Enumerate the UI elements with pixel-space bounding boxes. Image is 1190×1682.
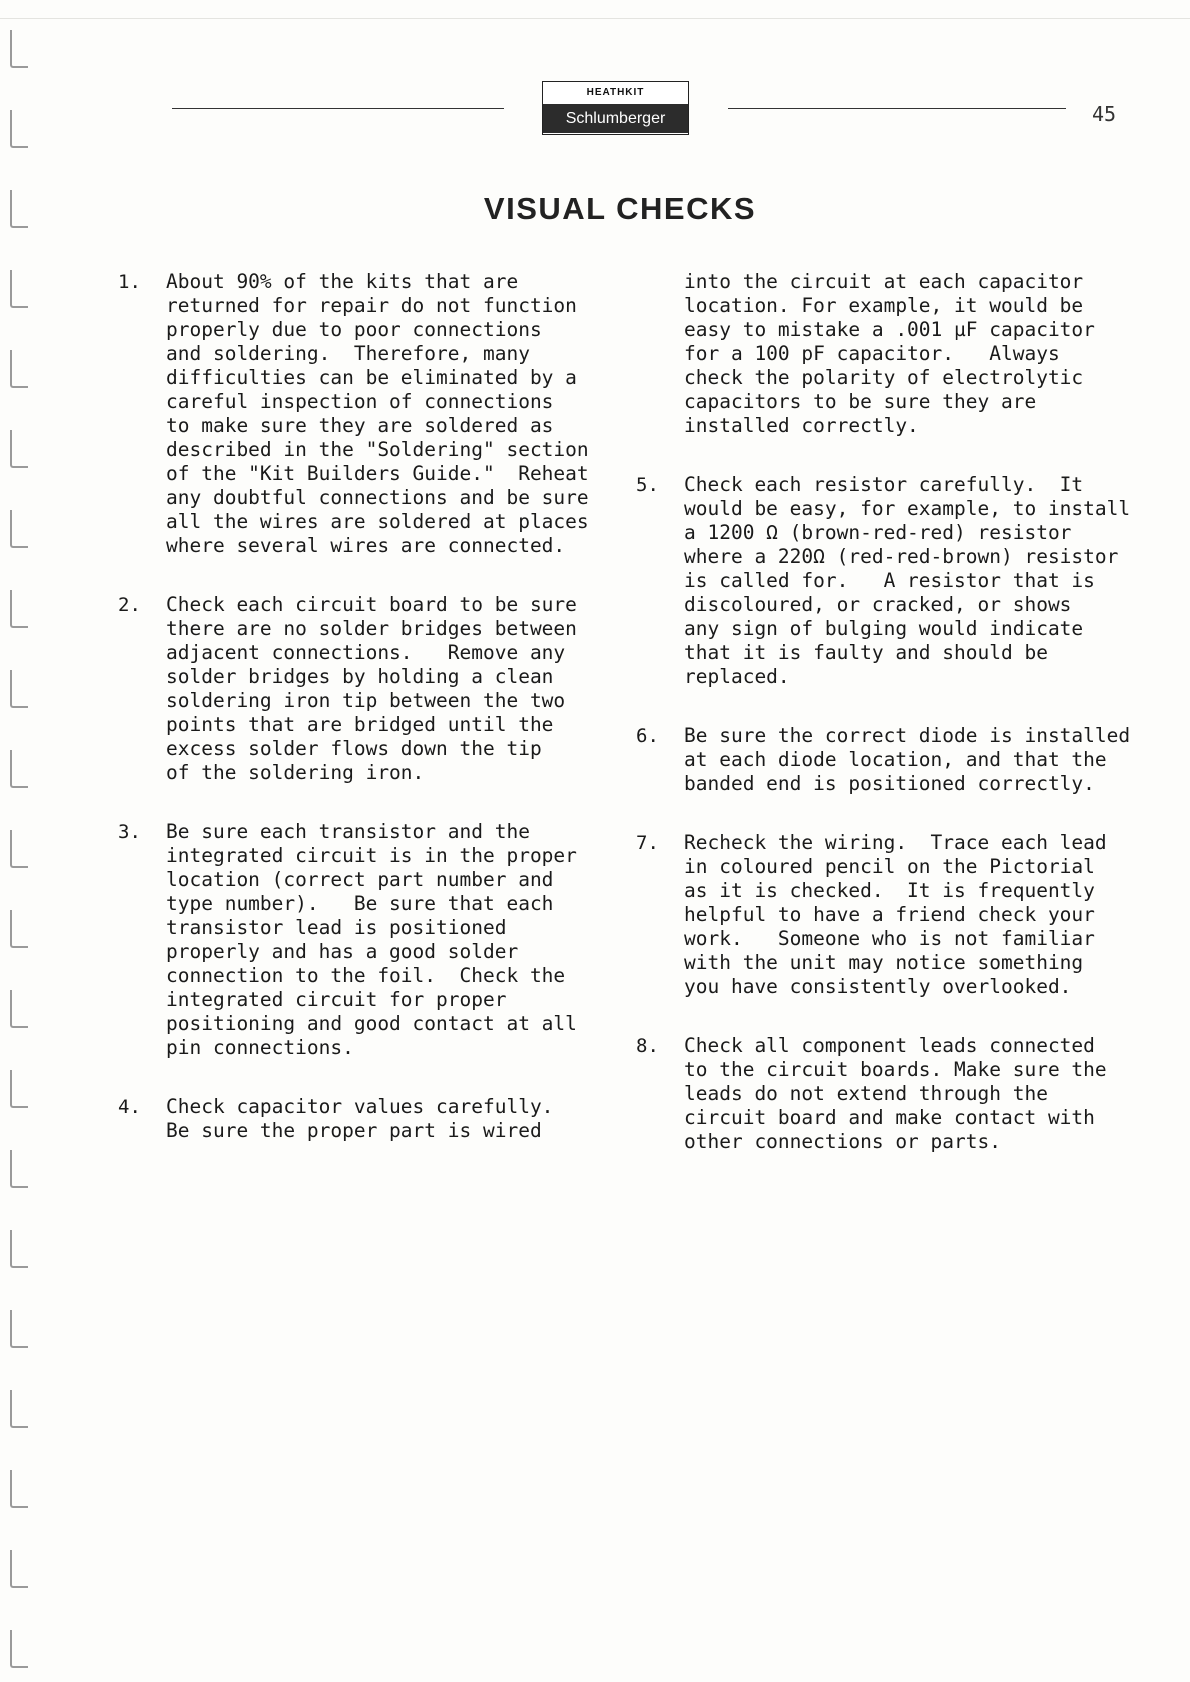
text-line: Be sure each transistor and the <box>166 820 530 843</box>
text-line: in coloured pencil on the Pictorial <box>684 855 1095 878</box>
binding-hole <box>10 590 28 628</box>
text-line: at each diode location, and that the <box>684 748 1107 771</box>
item-number: 3. <box>118 821 141 843</box>
checklist-item-4 <box>118 1095 638 1143</box>
text-line: Be sure the correct diode is installed <box>684 724 1131 747</box>
checklist-item-1 <box>118 270 638 558</box>
item-number: 6. <box>636 725 659 747</box>
binding-hole <box>10 990 28 1028</box>
item-text <box>166 270 638 558</box>
binding-hole <box>10 910 28 948</box>
binding-hole <box>10 1390 28 1428</box>
item-number: 5. <box>636 474 659 496</box>
text-line: banded end is positioned correctly. <box>684 772 1095 795</box>
binding-hole <box>10 750 28 788</box>
binding-hole <box>10 1630 28 1668</box>
text-line: transistor lead is positioned <box>166 916 507 939</box>
text-line: solder bridges by holding a clean <box>166 665 554 688</box>
logo-schlumberger-text: Schlumberger <box>543 104 688 133</box>
binding-hole <box>10 510 28 548</box>
text-line: About 90% of the kits that are <box>166 270 519 293</box>
text-line: where a 220Ω (red-red-brown) resistor <box>684 545 1119 568</box>
text-line: difficulties can be eliminated by a <box>166 366 577 389</box>
text-line: with the unit may notice something <box>684 951 1084 974</box>
text-line: check the polarity of electrolytic <box>684 366 1084 389</box>
text-line: connection to the foil. Check the <box>166 964 566 987</box>
checklist-item-2 <box>118 593 638 785</box>
item-text <box>684 724 1156 796</box>
binding-hole <box>10 830 28 868</box>
text-line: any doubtful connections and be sure <box>166 486 589 509</box>
binding-hole <box>10 1150 28 1188</box>
binding-holes <box>4 30 34 1680</box>
item-text <box>684 1034 1156 1154</box>
binding-hole <box>10 430 28 468</box>
item-number: 7. <box>636 832 659 854</box>
header-rule-right <box>728 108 1066 109</box>
text-line: any sign of bulging would indicate <box>684 617 1084 640</box>
text-line: would be easy, for example, to install <box>684 497 1131 520</box>
checklist-item-7 <box>636 831 1156 999</box>
text-line: for a 100 pF capacitor. Always <box>684 342 1060 365</box>
text-line: into the circuit at each capacitor <box>684 270 1084 293</box>
text-line: that it is faulty and should be <box>684 641 1048 664</box>
text-line: of the soldering iron. <box>166 761 425 784</box>
text-line: Check capacitor values carefully. <box>166 1095 554 1118</box>
header-rule-left <box>172 108 504 109</box>
heathkit-schlumberger-logo <box>542 81 689 135</box>
text-line: Check each circuit board to be sure <box>166 593 577 616</box>
text-line: there are no solder bridges between <box>166 617 577 640</box>
item-text <box>684 831 1156 999</box>
text-line: leads do not extend through the <box>684 1082 1048 1105</box>
text-line: circuit board and make contact with <box>684 1106 1095 1129</box>
right-column <box>636 270 1156 1189</box>
text-line: adjacent connections. Remove any <box>166 641 566 664</box>
binding-hole <box>10 670 28 708</box>
binding-hole <box>10 1550 28 1588</box>
item-text <box>166 1095 638 1143</box>
text-line: as it is checked. It is frequently <box>684 879 1095 902</box>
text-line: capacitors to be sure they are <box>684 390 1037 413</box>
logo-heathkit-text: HEATHKIT <box>586 87 645 98</box>
text-line: helpful to have a friend check your <box>684 903 1095 926</box>
binding-hole <box>10 350 28 388</box>
text-line: discoloured, or cracked, or shows <box>684 593 1072 616</box>
text-line: easy to mistake a .001 µF capacitor <box>684 318 1095 341</box>
page-top-edge <box>0 18 1190 19</box>
item-number: 8. <box>636 1035 659 1057</box>
text-line: points that are bridged until the <box>166 713 554 736</box>
text-line: you have consistently overlooked. <box>684 975 1072 998</box>
text-line: type number). Be sure that each <box>166 892 554 915</box>
page-number: 45 <box>1092 102 1117 126</box>
checklist-item-4-continued <box>684 270 1156 438</box>
binding-hole <box>10 1470 28 1508</box>
text-line: is called for. A resistor that is <box>684 569 1095 592</box>
checklist-item-6 <box>636 724 1156 796</box>
text-line: to make sure they are soldered as <box>166 414 554 437</box>
text-line: work. Someone who is not familiar <box>684 927 1095 950</box>
item-text <box>166 593 638 785</box>
item-text <box>684 473 1156 689</box>
text-line: and soldering. Therefore, many <box>166 342 530 365</box>
text-line: location. For example, it would be <box>684 294 1084 317</box>
text-line: all the wires are soldered at places <box>166 510 589 533</box>
item-number: 1. <box>118 271 141 293</box>
text-line: Recheck the wiring. Trace each lead <box>684 831 1107 854</box>
text-line: positioning and good contact at all <box>166 1012 577 1035</box>
text-line: Check each resistor carefully. It <box>684 473 1084 496</box>
text-line: integrated circuit for proper <box>166 988 507 1011</box>
item-text <box>166 820 638 1060</box>
binding-hole <box>10 1070 28 1108</box>
text-line: returned for repair do not function <box>166 294 577 317</box>
binding-hole <box>10 1310 28 1348</box>
text-line: integrated circuit is in the proper <box>166 844 577 867</box>
text-line: replaced. <box>684 665 790 688</box>
text-line: location (correct part number and <box>166 868 554 891</box>
text-line: excess solder flows down the tip <box>166 737 542 760</box>
text-line: Be sure the proper part is wired <box>166 1119 542 1142</box>
text-line: where several wires are connected. <box>166 534 566 557</box>
binding-hole <box>10 270 28 308</box>
text-line: careful inspection of connections <box>166 390 554 413</box>
checklist-item-5 <box>636 473 1156 689</box>
left-column <box>118 270 638 1178</box>
page-title: VISUAL CHECKS <box>483 191 757 226</box>
text-line: a 1200 Ω (brown-red-red) resistor <box>684 521 1072 544</box>
checklist-item-8 <box>636 1034 1156 1154</box>
binding-hole <box>10 30 28 68</box>
text-line: soldering iron tip between the two <box>166 689 566 712</box>
text-line: properly due to poor connections <box>166 318 542 341</box>
text-line: other connections or parts. <box>684 1130 1001 1153</box>
binding-hole <box>10 110 28 148</box>
text-line: installed correctly. <box>684 414 919 437</box>
text-line: properly and has a good solder <box>166 940 519 963</box>
text-line: pin connections. <box>166 1036 354 1059</box>
binding-hole <box>10 1230 28 1268</box>
item-number: 4. <box>118 1096 141 1118</box>
checklist-item-3 <box>118 820 638 1060</box>
text-line: of the "Kit Builders Guide." Reheat <box>166 462 589 485</box>
text-line: Check all component leads connected <box>684 1034 1095 1057</box>
text-line: described in the "Soldering" section <box>166 438 589 461</box>
text-line: to the circuit boards. Make sure the <box>684 1058 1107 1081</box>
item-number: 2. <box>118 594 141 616</box>
